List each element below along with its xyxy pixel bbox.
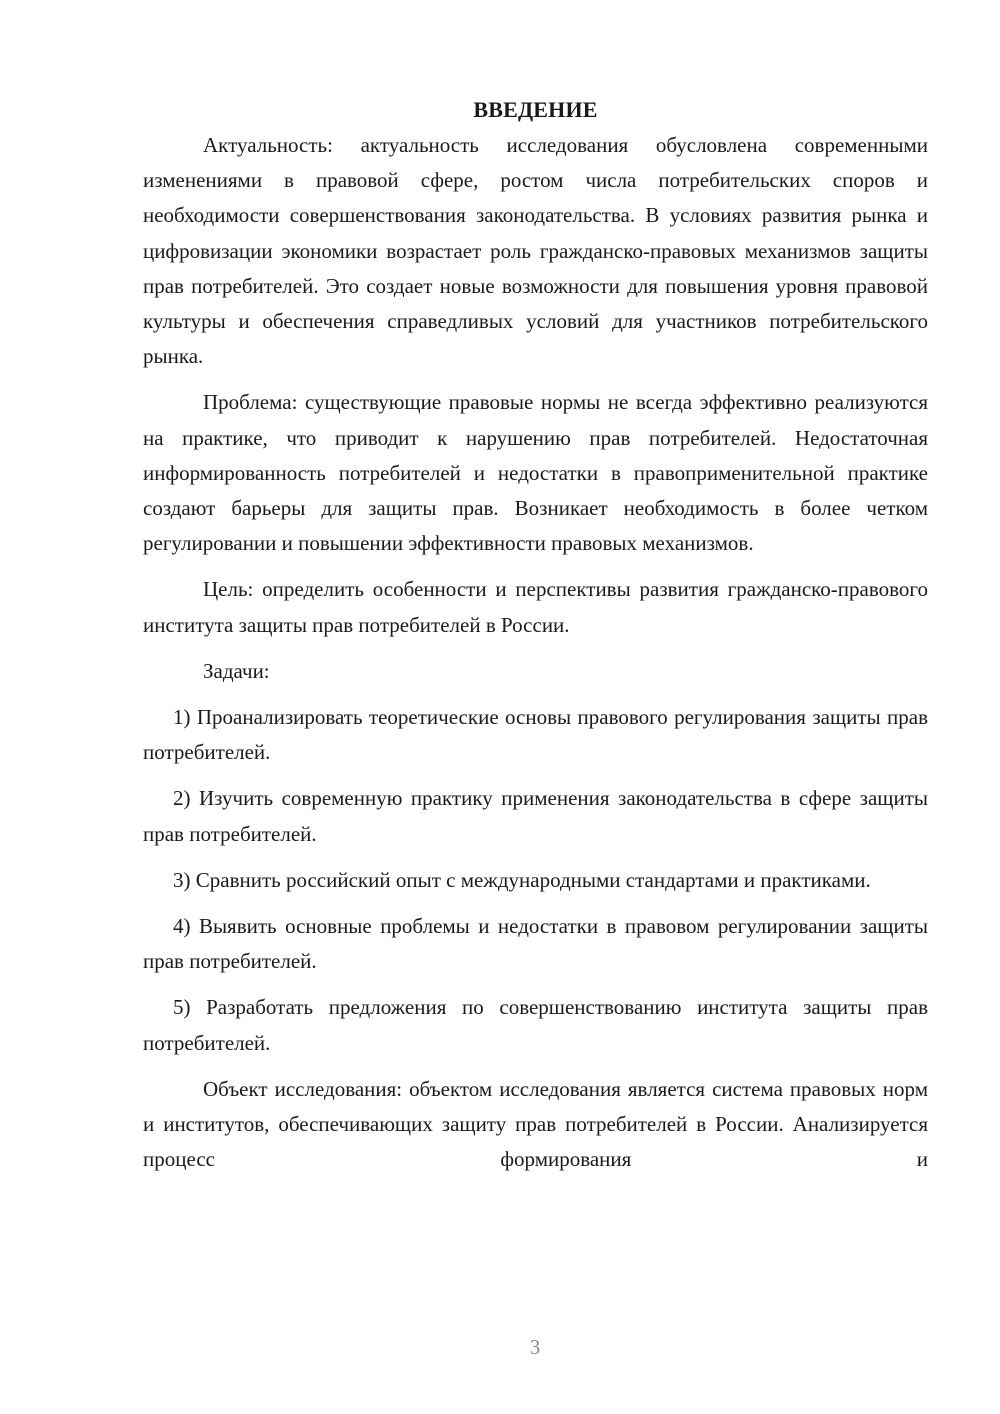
tasks-label: Задачи: [203, 658, 270, 683]
page-number: 3 [529, 1335, 541, 1359]
page-title: ВВЕДЕНИЕ [473, 97, 598, 122]
relevance-paragraph: Актуальность: актуальность исследования обусловлена современными изменениями в правовой сфере, ростом числа потребительских споров и необходимости совершенствования законодательства. В условиях развития рынка и цифровизации экономики возрастает роль гражданско-правовых механизмов защиты прав потребителей. Это создает новые возможности для повышения уровня правовой культуры и обеспечения справедливых условий для участников потребительского рынка. [143, 133, 928, 369]
page-content [143, 92, 928, 1177]
task-item-1: 1) Проанализировать теоретические основы правового регулирования защиты прав потребителей. [143, 705, 928, 765]
task-item-3: 3) Сравнить российский опыт с международными стандартами и практиками. [173, 867, 871, 892]
task-item-4: 4) Выявить основные проблемы и недостатки в правовом регулировании защиты прав потребителей. [143, 914, 928, 974]
problem-paragraph: Проблема: существующие правовые нормы не всегда эффективно реализуются на практике, что приводит к нарушению прав потребителей. Недостаточная информированность потребителей и недостатки в правоприменительной практике создают барьеры для защиты прав. Возникает необходимость в более четком регулировании и повышении эффективности правовых механизмов. [143, 390, 928, 556]
goal-paragraph: Цель: определить особенности и перспективы развития гражданско-правового института защиты прав потребителей в России. [143, 577, 928, 637]
task-item-2: 2) Изучить современную практику применения законодательства в сфере защиты прав потребителей. [143, 786, 928, 846]
object-paragraph: Объект исследования: объектом исследования является система правовых норм и институтов, обеспечивающих защиту прав потребителей в России. Анализируется процесс формирования и [143, 1076, 928, 1172]
task-item-5: 5) Разработать предложения по совершенствованию института защиты прав потребителей. [143, 995, 928, 1055]
